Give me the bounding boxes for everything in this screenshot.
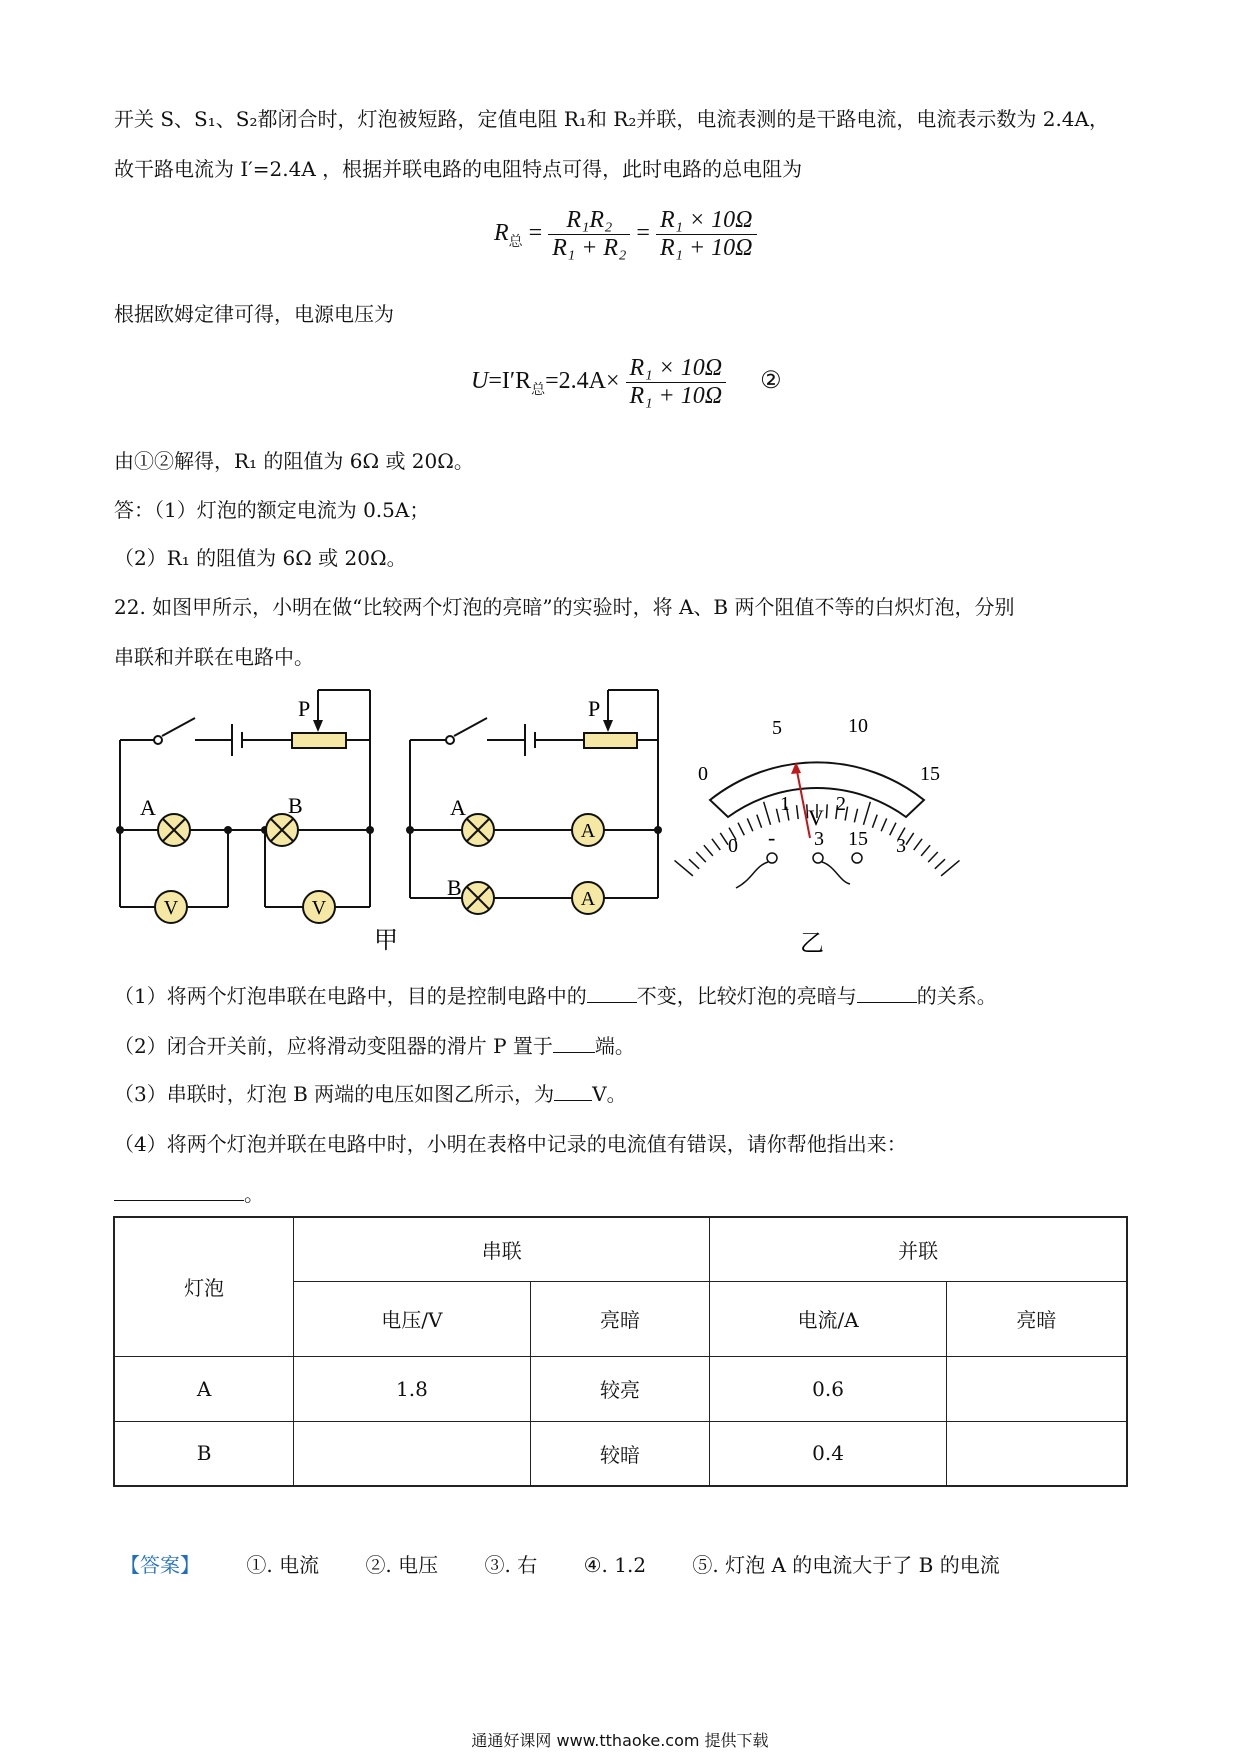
dial-tick: [738, 823, 744, 836]
header-bulb: 灯泡: [114, 1217, 294, 1356]
table-row: [114, 1421, 1127, 1486]
equation-source-voltage: $U=I'R_总=2.4A\times$ $\frac{\text{R₁ × 10Ω}}{\text{R₁ + 10Ω}}$ ②: [471, 355, 782, 409]
table-row: [114, 1356, 1127, 1421]
answer-line-2: （2）R₁ 的阻值为 6Ω 或 20Ω。: [114, 546, 407, 570]
dial-tick: [881, 818, 887, 831]
dial-tick: [757, 815, 762, 828]
terminal-label-negative: -: [768, 825, 776, 850]
dial-tick: [921, 845, 930, 856]
solution-line-4: 由①②解得，R₁ 的阻值为 6Ω 或 20Ω。: [114, 449, 474, 473]
dial-outer-0: 0: [698, 763, 708, 785]
dial-tick: [906, 833, 914, 845]
dial-tick: [890, 823, 896, 836]
blank-5[interactable]: [114, 1200, 244, 1201]
answer-line: [120, 1549, 1040, 1578]
dial-inner-0: 0: [728, 835, 738, 857]
caption-jia: 甲: [374, 928, 398, 954]
cell-bulb: A: [114, 1356, 294, 1421]
question-2: （2）闭合开关前，应将滑动变阻器的滑片 P 置于 端。: [114, 1034, 635, 1058]
dial-tick: [863, 802, 870, 825]
solution-line-2: 故干路电流为 I′=2.4A ，根据并联电路的电阻特点可得，此时电路的总电阻为: [114, 157, 803, 181]
header-series: 串联: [294, 1217, 710, 1281]
ammeter-b-label: A: [580, 888, 596, 910]
equation-total-resistance: $R_总$ = $\frac{\text{R₁R₂}}{\text{R₁ + R₂}}$ = $\frac{\text{R₁ × 10Ω}}{\text{R₁ + 10Ω}}$: [494, 207, 757, 262]
dial-tick: [712, 839, 720, 850]
cell-brightness-parallel: [946, 1421, 1127, 1486]
dial-tick: [872, 815, 877, 828]
cell-current: 0.6: [710, 1356, 947, 1421]
solution-line-1: 开关 S、S₁、S₂都闭合时，灯泡被短路，定值电阻 R₁和 R₂并联，电流表测的是干路电流，电流表示数为 2.4A，: [114, 107, 1109, 131]
label-b-parallel: B: [447, 875, 462, 900]
dial-inner-1: 1: [780, 793, 790, 815]
cell-brightness: 较亮: [530, 1356, 710, 1421]
bulb-a-parallel: [462, 814, 494, 846]
terminal-3: [813, 853, 823, 863]
question-4: （4）将两个灯泡并联在电路中时，小明在表格中记录的电流值有错误，请你帮他指出来：: [114, 1132, 907, 1156]
header-parallel: 并联: [710, 1217, 1127, 1281]
lead-wire-right: [822, 862, 850, 884]
slider-label-right: P: [588, 696, 601, 721]
dial-tick: [689, 859, 699, 869]
bulb-b-series: [266, 814, 298, 846]
bulb-b-parallel: [462, 882, 494, 914]
label-b-series: B: [288, 793, 303, 818]
dial-tick: [914, 839, 922, 850]
dial-inner-3: 3: [896, 835, 906, 857]
voltmeter-a-label: V: [163, 897, 179, 919]
dial-unit: V: [808, 805, 824, 830]
page-footer: 通通好课网 www.tthaoke.com 提供下载: [471, 1731, 769, 1750]
blank-2[interactable]: [857, 1002, 917, 1003]
header-brightness-parallel: 亮暗: [946, 1281, 1127, 1356]
dial-tick: [854, 809, 857, 823]
dial-tick: [928, 852, 938, 862]
dial-tick: [826, 804, 827, 818]
dial-tick: [764, 802, 771, 825]
caption-yi: 乙: [800, 931, 824, 957]
question-3: （3）串联时，灯泡 B 两端的电压如图乙所示，为 V。: [114, 1082, 627, 1106]
dial-tick: [747, 818, 753, 831]
dial-tick: [797, 805, 799, 819]
label-a-series: A: [140, 795, 156, 820]
answer-item-4: ④. 1.2: [583, 1553, 647, 1577]
answer-item-2: ②. 电压: [365, 1553, 439, 1577]
ammeter-a-label: A: [580, 820, 596, 842]
lead-wire-left: [736, 862, 768, 888]
cell-current: 0.4: [710, 1421, 947, 1486]
bulb-a-series: [158, 814, 190, 846]
dial-outer-10: 10: [848, 715, 868, 737]
rheostat-right: [584, 733, 637, 748]
switch-pivot-right: [446, 736, 454, 744]
circuit-figure: [0, 680, 1240, 970]
answer-item-5: ⑤. 灯泡 A 的电流大于了 B 的电流: [692, 1553, 1000, 1577]
results-table: [113, 1216, 1128, 1487]
blank-1[interactable]: [587, 1002, 637, 1003]
terminal-negative: [767, 853, 777, 863]
dial-tick: [941, 860, 959, 875]
blank-4[interactable]: [554, 1100, 592, 1101]
cell-voltage: [294, 1421, 531, 1486]
dial-tick: [720, 833, 728, 845]
answer-tag: 【答案】: [120, 1553, 200, 1577]
cell-voltage: 1.8: [294, 1356, 531, 1421]
answer-item-1: ①. 电流: [246, 1553, 320, 1577]
cell-brightness-parallel: [946, 1356, 1127, 1421]
question-22-line-2: 串联和并联在电路中。: [114, 645, 314, 669]
header-current: 电流/A: [710, 1281, 947, 1356]
question-1: （1）将两个灯泡串联在电路中，目的是控制电路中的 不变，比较灯泡的亮暗与 的关系。: [114, 984, 997, 1008]
rheostat-left: [292, 733, 346, 748]
solution-line-3: 根据欧姆定律可得，电源电压为: [114, 302, 394, 326]
dial-outer-15: 15: [920, 763, 940, 785]
slider-label-left: P: [298, 696, 311, 721]
header-voltage: 电压/V: [294, 1281, 531, 1356]
dial-outer-5: 5: [772, 717, 782, 739]
terminal-label-3: 3: [814, 828, 824, 850]
blank-3[interactable]: [553, 1052, 595, 1053]
slider-arrow-left: [313, 720, 323, 732]
answer-line-1: 答：（1）灯泡的额定电流为 0.5A；: [114, 498, 430, 522]
terminal-label-15: 15: [848, 828, 868, 850]
dial-tick: [696, 852, 706, 862]
slider-arrow-right: [603, 720, 613, 732]
dial-tick: [704, 845, 713, 856]
dial-tick: [675, 860, 693, 875]
cell-bulb: B: [114, 1421, 294, 1486]
cell-brightness: 较暗: [530, 1421, 710, 1486]
label-a-parallel: A: [450, 795, 466, 820]
answer-item-3: ③. 右: [484, 1553, 538, 1577]
header-brightness-series: 亮暗: [530, 1281, 710, 1356]
voltmeter-b-label: V: [311, 897, 327, 919]
question-22-line-1: 22. 如图甲所示，小明在做“比较两个灯泡的亮暗”的实验时，将 A、B 两个阻值不等的白炽灯泡，分别: [114, 595, 1015, 619]
dial-tick: [935, 859, 945, 869]
switch-pivot-left: [154, 736, 162, 744]
dial-inner-2: 2: [836, 793, 846, 815]
question-4-answer-line: 。: [114, 1179, 264, 1209]
terminal-15: [852, 853, 862, 863]
